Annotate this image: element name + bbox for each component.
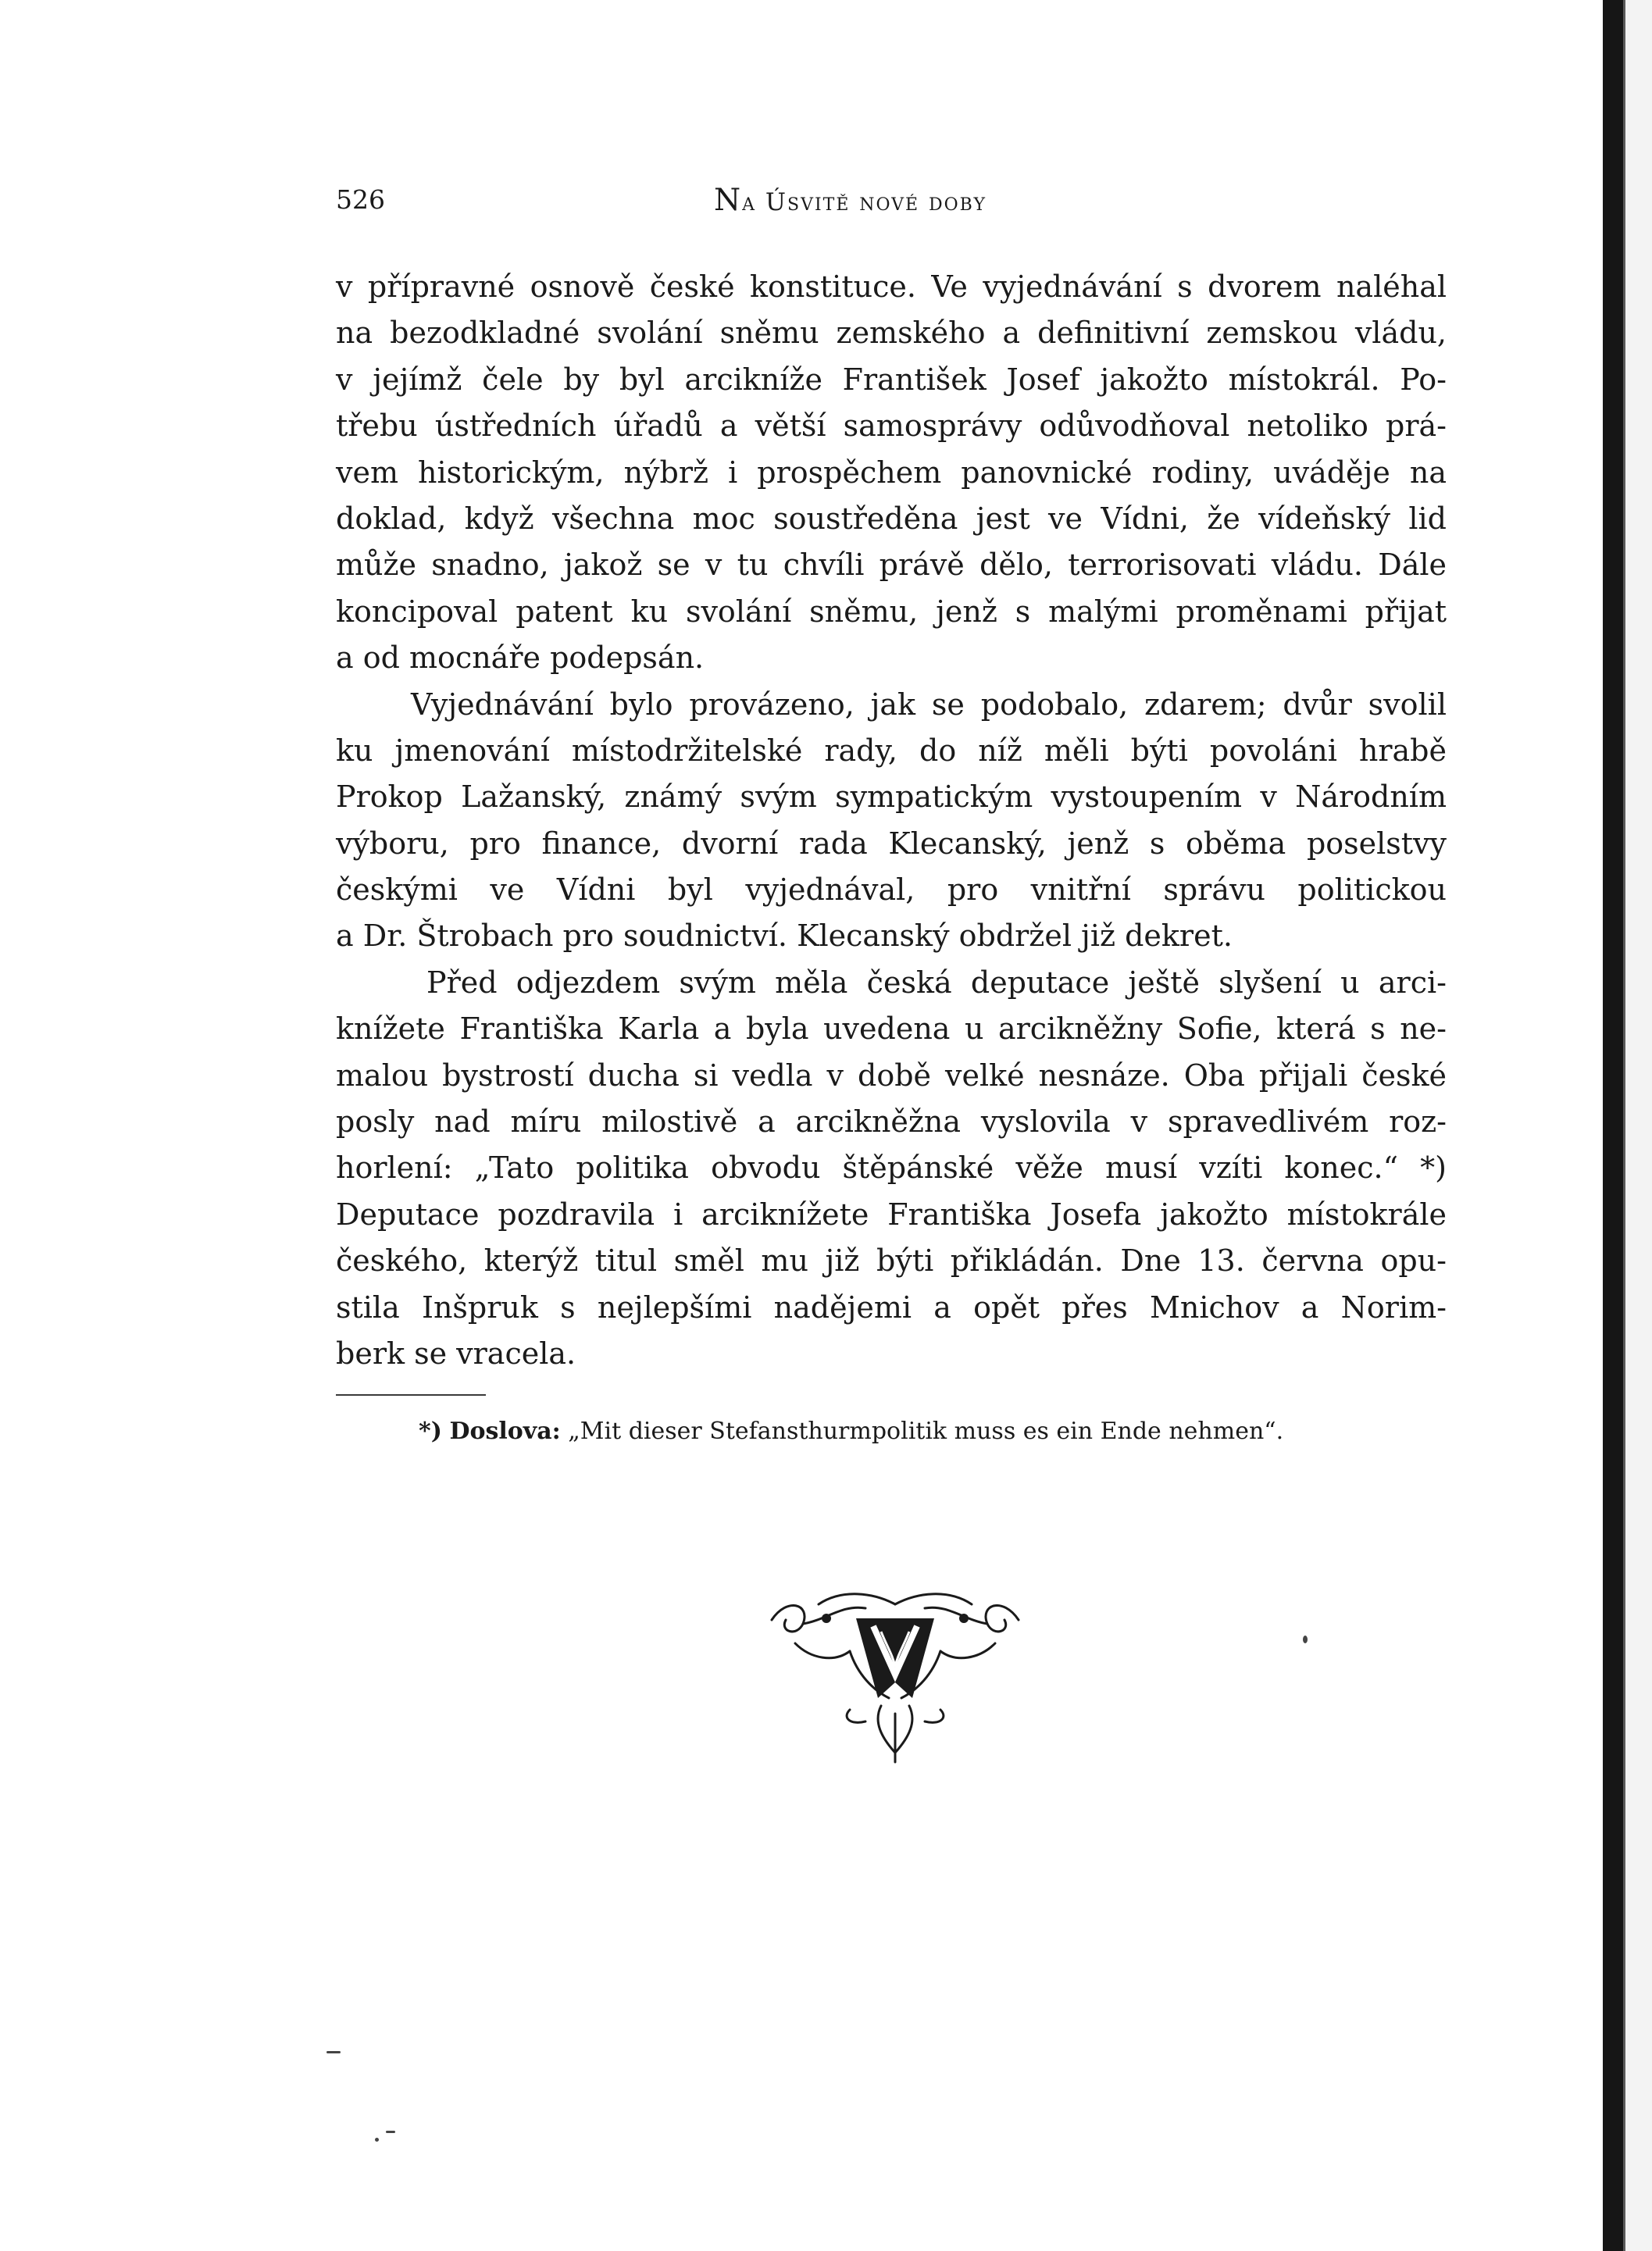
text-line: může snadno, jakož se v tu chvíli právě dělo, terrorisovati vládu. Dále [336, 548, 1447, 583]
footnote [419, 1418, 1283, 1445]
text-line: koncipoval patent ku svolání sněmu, jenž s malými proměnami přijat [336, 594, 1447, 629]
running-title-cap-4: d [928, 188, 944, 216]
scan-edge-shadow [1603, 0, 1623, 2251]
running-title-word-1: a [742, 188, 757, 216]
text-line: Prokop Lažanský, známý svým sympatickým vystoupením v Národním [336, 779, 1447, 815]
text-line: na bezodkladné svolání sněmu zemského a definitivní zemskou vládu, [336, 316, 1447, 351]
page-number: 526 [336, 184, 385, 215]
scan-edge-margin [1623, 0, 1652, 2251]
footnote-label: Doslova: [449, 1418, 561, 1445]
running-title-word-2: svitě [787, 188, 851, 216]
scan-speck [326, 2051, 341, 2053]
running-title [714, 183, 987, 218]
text-line: malou bystrostí ducha si vedla v době velké nesnáze. Oba přijali české [336, 1058, 1447, 1093]
text-line: a od mocnáře podepsán. [336, 640, 705, 676]
scan-speck [1303, 1636, 1308, 1643]
text-line: výboru, pro finance, dvorní rada Klecanský, jenž s oběma poselstvy [336, 826, 1447, 861]
body-text [336, 264, 1447, 1377]
text-line: českého, kterýž titul směl mu již býti přikládán. Dne 13. června opu- [336, 1243, 1447, 1279]
text-line: v jejímž čele by byl arcikníže František Josef jakožto místokrál. Po- [336, 362, 1447, 397]
footnote-marker: *) [419, 1418, 442, 1445]
text-line: třebu ústředních úřadů a větší samosprávy odůvodňoval netoliko prá- [336, 408, 1447, 444]
text-line: v přípravné osnově české konstituce. Ve vyjednávání s dvorem naléhal [336, 269, 1447, 304]
running-title-cap-1: N [714, 183, 743, 218]
footnote-rule [336, 1394, 486, 1396]
floral-ornament-icon [764, 1589, 1026, 1764]
text-line: stila Inšpruk s nejlepšími nadějemi a opět přes Mnichov a Norim- [336, 1290, 1447, 1325]
footnote-text: „Mit dieser Stefansthurmpolitik muss es ein Ende nehmen“. [568, 1418, 1284, 1445]
text-line: Vyjednávání bylo provázeno, jak se podobalo, zdarem; dvůr svolil [411, 687, 1447, 722]
text-line: a Dr. Štrobach pro soudnictví. Klecanský obdržel již dekret. [336, 919, 1233, 954]
text-line: vem historickým, nýbrž i prospěchem panovnické rodiny, uváděje na [336, 455, 1447, 490]
text-line: berk se vracela. [336, 1336, 576, 1371]
scan-speck [386, 2131, 395, 2133]
text-line: Před odjezdem svým měla česká deputace ještě slyšení u arci- [426, 965, 1447, 1000]
text-line: horlení: „Tato politika obvodu štěpánské věže musí vzíti konec.“ *) [336, 1150, 1447, 1186]
text-line: ku jmenování místodržitelské rady, do níž měli býti povoláni hrabě [336, 733, 1447, 768]
text-line: Deputace pozdravila i arciknížete Františka Josefa jakožto místokrále [336, 1197, 1447, 1232]
text-line: posly nad míru milostivě a arcikněžna vyslovila v spravedlivém roz- [336, 1104, 1447, 1140]
running-title-cap-2: Ú [765, 188, 788, 216]
scan-speck [375, 2138, 379, 2142]
running-title-cap-3: n [859, 188, 876, 216]
text-line: doklad, když všechna moc soustředěna jest ve Vídni, že vídeňský lid [336, 501, 1447, 536]
text-line: českými ve Vídni byl vyjednával, pro vnitřní správu politickou [336, 872, 1447, 908]
running-title-word-4: oby [944, 188, 987, 216]
text-line: knížete Františka Karla a byla uvedena u arcikněžny Sofie, která s ne- [336, 1011, 1447, 1047]
running-title-word-3: ové [876, 188, 920, 216]
